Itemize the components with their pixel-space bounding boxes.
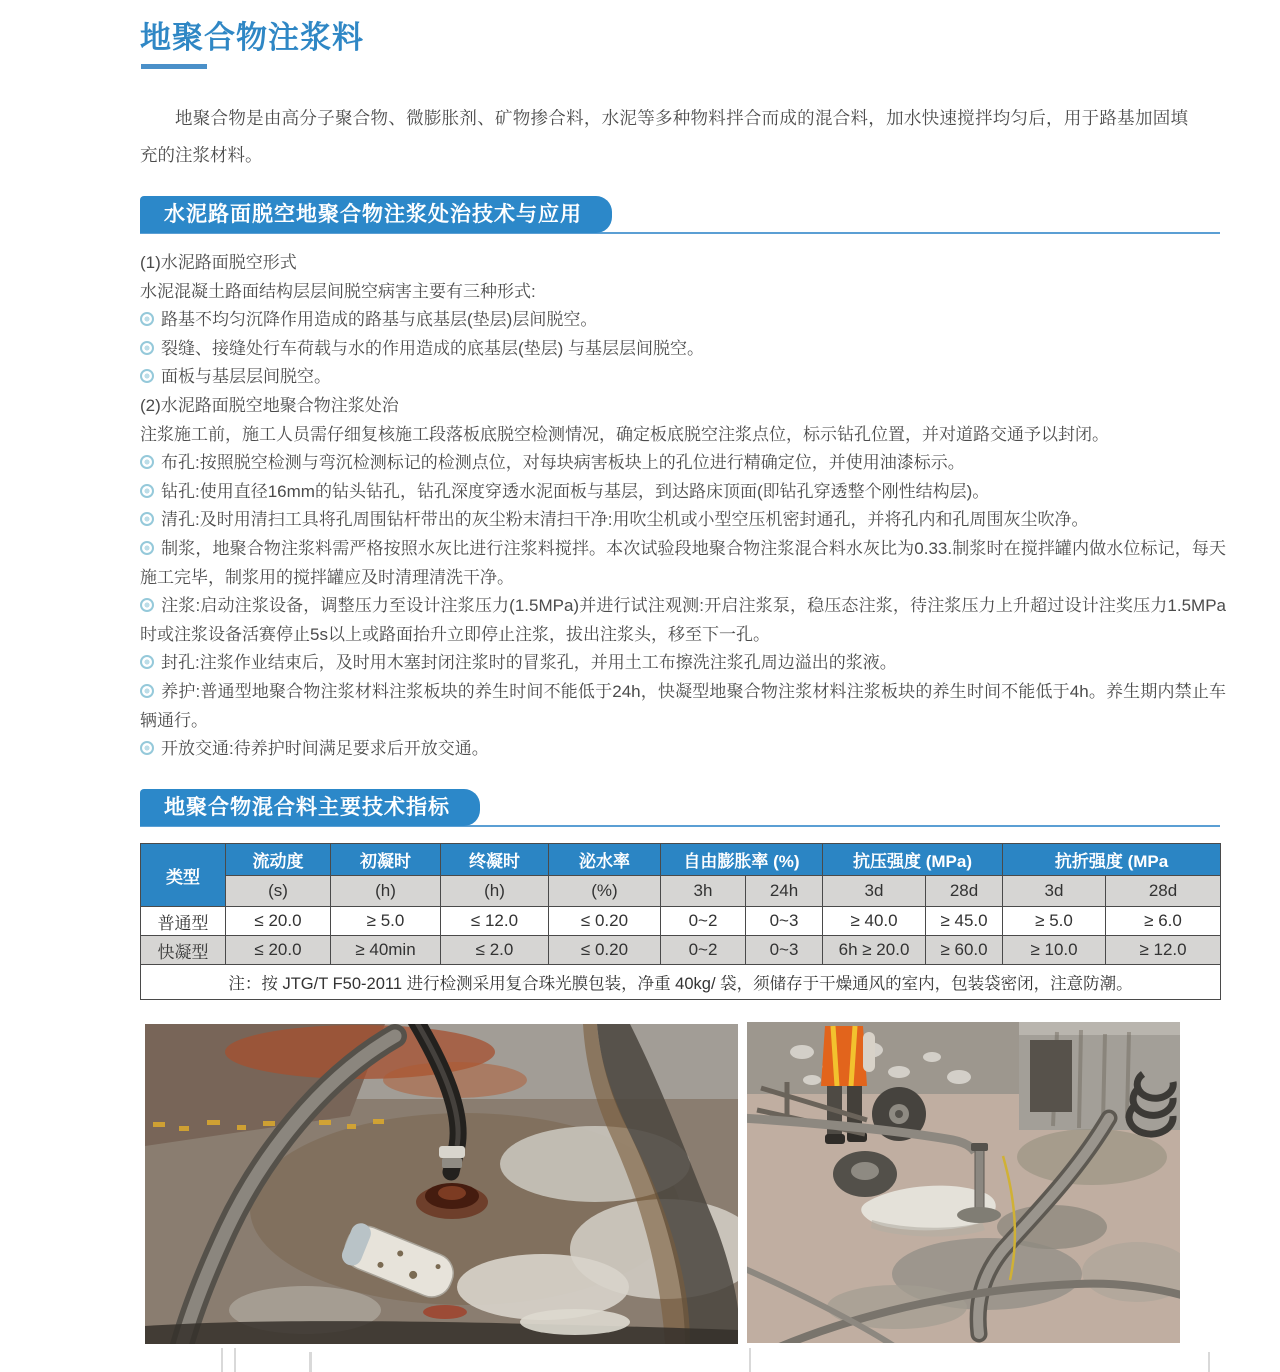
cutoff-mark [1208, 1352, 1210, 1372]
value-cell: 0~2 [661, 936, 746, 965]
value-cell: ≤ 12.0 [441, 907, 549, 936]
tire-lying-hub [851, 1162, 879, 1180]
bullet-line: 养护:普通型地聚合物注浆材料注浆板块的养生时间不能低于24h，快凝型地聚合物注浆材料注浆板块的养生时间不能低于4h。养生期内禁止车辆通行。 [140, 681, 1226, 730]
ring-bullet-icon [140, 541, 154, 555]
value-cell: 0~3 [746, 907, 823, 936]
ring-bullet-icon [140, 655, 154, 669]
page-title: 地聚合物注浆料 [140, 20, 364, 55]
cutoff-mark [749, 1348, 751, 1372]
value-cell: ≥ 12.0 [1106, 936, 1221, 965]
text-line: 注浆施工前，施工人员需仔细复核施工段落板底脱空检测情况，确定板底脱空注浆点位，标示钻孔位置，并对道路交通予以封闭。 [140, 424, 1109, 444]
cutoff-mark [234, 1348, 236, 1372]
col-header-compressive: 抗压强度 (MPa) [823, 844, 1003, 876]
unit-cell: (h) [441, 876, 549, 907]
text-line: 水泥混凝土路面结构层层间脱空病害主要有三种形式: [140, 281, 536, 301]
bullet-line: 裂缝、接缝处行车荷载与水的作用造成的底基层(垫层) 与基层层间脱空。 [140, 335, 1226, 364]
ring-bullet-icon [140, 484, 154, 498]
bullet-line: 开放交通:待养护时间满足要求后开放交通。 [140, 735, 1226, 764]
value-cell: ≥ 6.0 [1106, 907, 1221, 936]
table-note-row [141, 965, 1221, 1000]
intro-paragraph: 地聚合物是由高分子聚合物、微膨胀剂、矿物掺合料，水泥等多种物料拌合而成的混合料，加水快速搅拌均匀后，用于路基加固填充的注浆材料。 [140, 108, 1188, 165]
row-label: 快凝型 [141, 936, 226, 965]
value-cell: 0~2 [661, 907, 746, 936]
worker-vest [821, 1026, 867, 1086]
value-cell: 0~3 [746, 936, 823, 965]
unit-cell: 28d [926, 876, 1003, 907]
bullet-line: 制浆，地聚合物注浆料需严格按照水灰比进行注浆料搅拌。本次试验段地聚合物注浆混合料水灰比为0.33.制浆时在搅拌罐内做水位标记，每天施工完毕，制浆用的搅拌罐应及时清理清洗干净。 [140, 538, 1226, 587]
value-cell: 6h ≥ 20.0 [823, 936, 926, 965]
value-cell: ≥ 45.0 [926, 907, 1003, 936]
photo-grouting-port [145, 1024, 738, 1344]
unit-cell: 28d [1106, 876, 1221, 907]
value-cell: ≤ 0.20 [549, 907, 661, 936]
value-cell: ≥ 40.0 [823, 907, 926, 936]
unit-cell: (%) [549, 876, 661, 907]
col-header-flexural: 抗折强度 (MPa [1003, 844, 1221, 876]
specs-table [140, 843, 1221, 1000]
unit-cell: 3d [823, 876, 926, 907]
ring-bullet-icon [140, 369, 154, 383]
ring-bullet-icon [140, 455, 154, 469]
section2-header [140, 789, 1220, 826]
table-note: 注：按 JTG/T F50-2011 进行检测采用复合珠光膜包装，净重 40kg/ 袋，须储存于干燥通风的室内，包装袋密闭，注意防潮。 [141, 965, 1221, 1000]
grout-mound [957, 1207, 1001, 1223]
grout-port-center [438, 1186, 466, 1200]
machine-opening [1030, 1040, 1072, 1112]
value-cell: ≥ 10.0 [1003, 936, 1106, 965]
injection-pipe [975, 1148, 984, 1212]
value-cell: ≤ 20.0 [226, 936, 331, 965]
red-spot [423, 1305, 467, 1319]
col-header-free-expansion: 自由膨胀率 (%) [661, 844, 823, 876]
cutoff-mark [221, 1348, 223, 1372]
value-cell: ≤ 2.0 [441, 936, 549, 965]
value-cell: ≥ 5.0 [331, 907, 441, 936]
ring-bullet-icon [140, 684, 154, 698]
col-header-flow: 流动度 [226, 844, 331, 876]
ring-bullet-icon [140, 341, 154, 355]
bullet-line: 面板与基层层间脱空。 [140, 363, 1226, 392]
bullet-line: 布孔:按照脱空检测与弯沉检测标记的检测点位，对每块病害板块上的孔位进行精确定位，并使用油漆标示。 [140, 449, 1226, 478]
text-line: (1)水泥路面脱空形式 [140, 253, 297, 272]
ring-bullet-icon [140, 312, 154, 326]
value-cell: ≤ 20.0 [226, 907, 331, 936]
pipe-cap [971, 1143, 988, 1151]
title-underline [141, 64, 207, 69]
ring-bullet-icon [140, 741, 154, 755]
col-header-final-set: 终凝时 [441, 844, 549, 876]
text-line: (2)水泥路面脱空地聚合物注浆处治 [140, 395, 399, 415]
bullet-line: 封孔:注浆作业结束后，及时用木塞封闭注浆时的冒浆孔，并用土工布擦洗注浆孔周边溢出的浆液。 [140, 649, 1226, 678]
value-cell: ≥ 5.0 [1003, 907, 1106, 936]
bullet-line: 钻孔:使用直径16mm的钻头钻孔，钻孔深度穿透水泥面板与基层，到达路床顶面(即钻孔穿透整个刚性结构层)。 [140, 478, 1226, 507]
hose-fitting [442, 1158, 462, 1168]
unit-cell: (s) [226, 876, 331, 907]
value-cell: ≥ 40min [331, 936, 441, 965]
section2-heading: 地聚合物混合料主要技术指标 [140, 789, 480, 826]
bullet-line: 注浆:启动注浆设备，调整压力至设计注浆压力(1.5MPa)并进行试注观测:开启注浆泵，稳压态注浆，待注浆压力上升超过设计注奖压力1.5MPa时或注浆设备活赛停止5s以上或路面抬升立即停止注浆，拔出注浆头，移至下一孔。 [140, 596, 1226, 644]
col-header-type: 类型 [141, 844, 226, 907]
hose-fitting [439, 1146, 465, 1158]
table-row-normal-type [141, 907, 1221, 936]
unit-cell: 24h [746, 876, 823, 907]
col-header-initial-set: 初凝时 [331, 844, 441, 876]
unit-cell: 3h [661, 876, 746, 907]
section1-content [140, 249, 1226, 764]
unit-cell: 3d [1003, 876, 1106, 907]
row-label: 普通型 [141, 907, 226, 936]
worker-boot [825, 1134, 845, 1144]
value-cell: ≥ 60.0 [926, 936, 1003, 965]
unit-cell: (h) [331, 876, 441, 907]
table-row-rapid-type [141, 936, 1221, 965]
ring-bullet-icon [140, 598, 154, 612]
worker-arm [863, 1032, 875, 1072]
cutoff-mark [309, 1352, 312, 1372]
section1-header [140, 196, 1220, 233]
bullet-line: 路基不均匀沉降作用造成的路基与底基层(垫层)层间脱空。 [140, 306, 1226, 335]
tire-hub-center [895, 1110, 903, 1118]
photo-construction-site [747, 1022, 1180, 1343]
col-header-bleeding: 泌水率 [549, 844, 661, 876]
white-patch [520, 1309, 630, 1335]
slurry-patch [457, 1254, 629, 1320]
ring-bullet-icon [140, 512, 154, 526]
machine-top [1019, 1022, 1180, 1035]
section1-heading: 水泥路面脱空地聚合物注浆处治技术与应用 [140, 196, 612, 233]
bullet-line: 清孔:及时用清扫工具将孔周围钻杆带出的灰尘粉末清扫干净:用吹尘机或小型空压机密封通孔，并将孔内和孔周围灰尘吹净。 [140, 506, 1226, 535]
value-cell: ≤ 0.20 [549, 936, 661, 965]
